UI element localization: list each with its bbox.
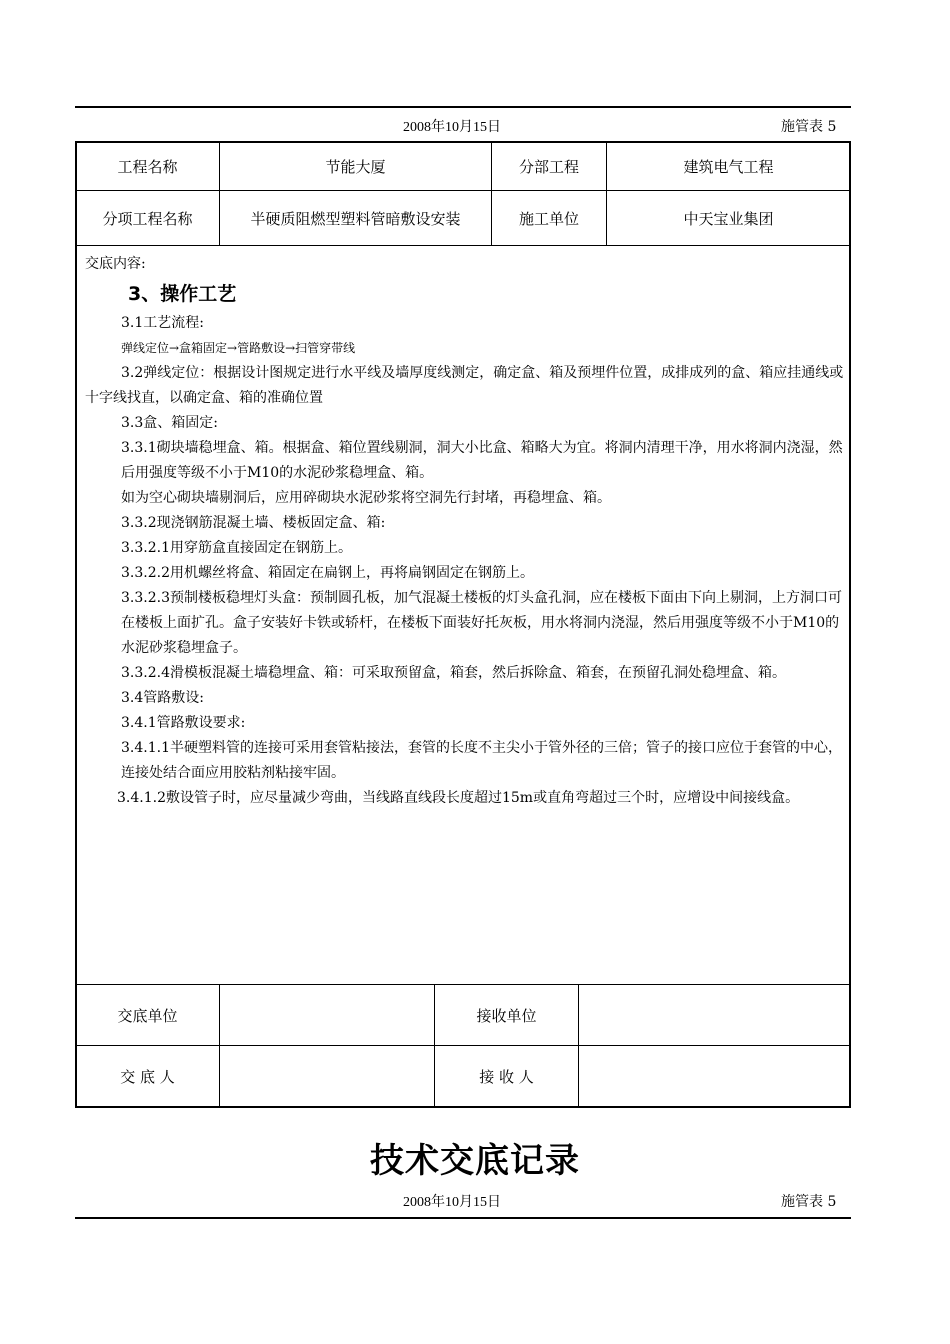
row-divider	[75, 245, 851, 246]
content-line: 3.3.1砌块墙稳埋盒、箱。根据盒、箱位置线剔洞，洞大小比盒、箱略大为宜。将洞内清理干净，用水将洞内浇湿，然后用强度等级不小于M10的水泥砂浆稳埋盒、箱。	[121, 440, 843, 481]
bottom-rule	[75, 1217, 851, 1219]
issuer-person-label: 交 底 人	[120, 1068, 175, 1086]
subitem-label: 分项工程名称	[102, 209, 193, 228]
section-title: 3、操作工艺	[128, 283, 237, 305]
document-title: 技术交底记录	[370, 1141, 580, 1181]
disclosure-content	[85, 252, 845, 811]
content-line: 3.3.2现浇钢筋混凝土墙、楼板固定盒、箱:	[121, 515, 386, 531]
top-rule	[75, 106, 851, 108]
content-line: 如为空心砌块墙剔洞后，应用碎砌块水泥砂浆将空洞先行封堵，再稳埋盒、箱。	[121, 490, 611, 506]
content-line: 3.3.2.1用穿筋盒直接固定在钢筋上。	[121, 540, 352, 556]
content-line: 3.3.2.2用机螺丝将盒、箱固定在扁钢上，再将扁钢固定在钢筋上。	[121, 565, 534, 581]
division-value: 建筑电气工程	[683, 157, 774, 176]
content-line: 3.3盒、箱固定:	[121, 415, 218, 431]
receiver-unit-value[interactable]	[579, 985, 850, 1045]
header-form-number: 施管表 5	[781, 119, 837, 135]
subitem-value: 半硬质阻燃型塑料管暗敷设安装	[250, 209, 461, 228]
issuer-person-value[interactable]	[220, 1046, 434, 1107]
project-name-label: 工程名称	[117, 157, 178, 176]
issuer-unit-label: 交底单位	[117, 1006, 178, 1025]
content-line: 3.3.2.4滑模板混凝土墙稳埋盒、箱：可采取预留盒，箱套，然后拆除盒、箱套，在预留孔洞处稳埋盒、箱。	[121, 665, 786, 681]
content-line: 3.4.1.1半硬塑料管的连接可采用套管粘接法，套管的长度不主尖小于管外径的三倍；管子的接口应位于套管的中心，连接处结合面应用胶粘剂粘接牢固。	[121, 740, 842, 781]
receiver-person-label: 接 收 人	[479, 1068, 534, 1086]
header-date: 2008年10月15日	[403, 120, 501, 135]
content-line: 3.4管路敷设:	[121, 690, 204, 706]
content-line: 3.4.1管路敷设要求:	[121, 715, 246, 731]
division-label: 分部工程	[518, 157, 579, 176]
content-line: 弹线定位→盒箱固定→管路敷设→扫管穿带线	[121, 341, 356, 355]
issuer-unit-value[interactable]	[220, 985, 434, 1045]
content-line: 3.4.1.2敷设管子时，应尽量减少弯曲，当线路直线段长度超过15m或直角弯超过三个时，应增设中间接线盒。	[117, 790, 800, 806]
contractor-label: 施工单位	[518, 209, 579, 228]
next-header-form-number: 施管表 5	[781, 1194, 837, 1210]
receiver-unit-label: 接收单位	[476, 1006, 537, 1025]
receiver-person-value[interactable]	[579, 1046, 850, 1107]
content-line: 3.3.2.3预制楼板稳埋灯头盒：预制圆孔板，加气混凝土楼板的灯头盒孔洞，应在楼板下面由下向上剔洞，上方洞口可在楼板上面扩孔。盒子安装好卡铁或轿杆，在楼板下面装好托灰板，用水将洞内浇湿，然后用强度等级不小于M10的水泥砂浆稳埋盒子。	[121, 590, 842, 656]
contractor-value: 中天宝业集团	[683, 209, 774, 228]
content-line: 3.2弹线定位：根据设计图规定进行水平线及墙厚度线测定，确定盒、箱及预埋件位置，成排成列的盒、箱应挂通线或十字线找直，以确定盒、箱的准确位置	[85, 365, 844, 406]
content-label: 交底内容:	[85, 256, 146, 272]
next-header-date: 2008年10月15日	[403, 1195, 501, 1210]
content-line: 3.1工艺流程:	[121, 315, 204, 331]
project-name-value: 节能大厦	[325, 157, 386, 176]
